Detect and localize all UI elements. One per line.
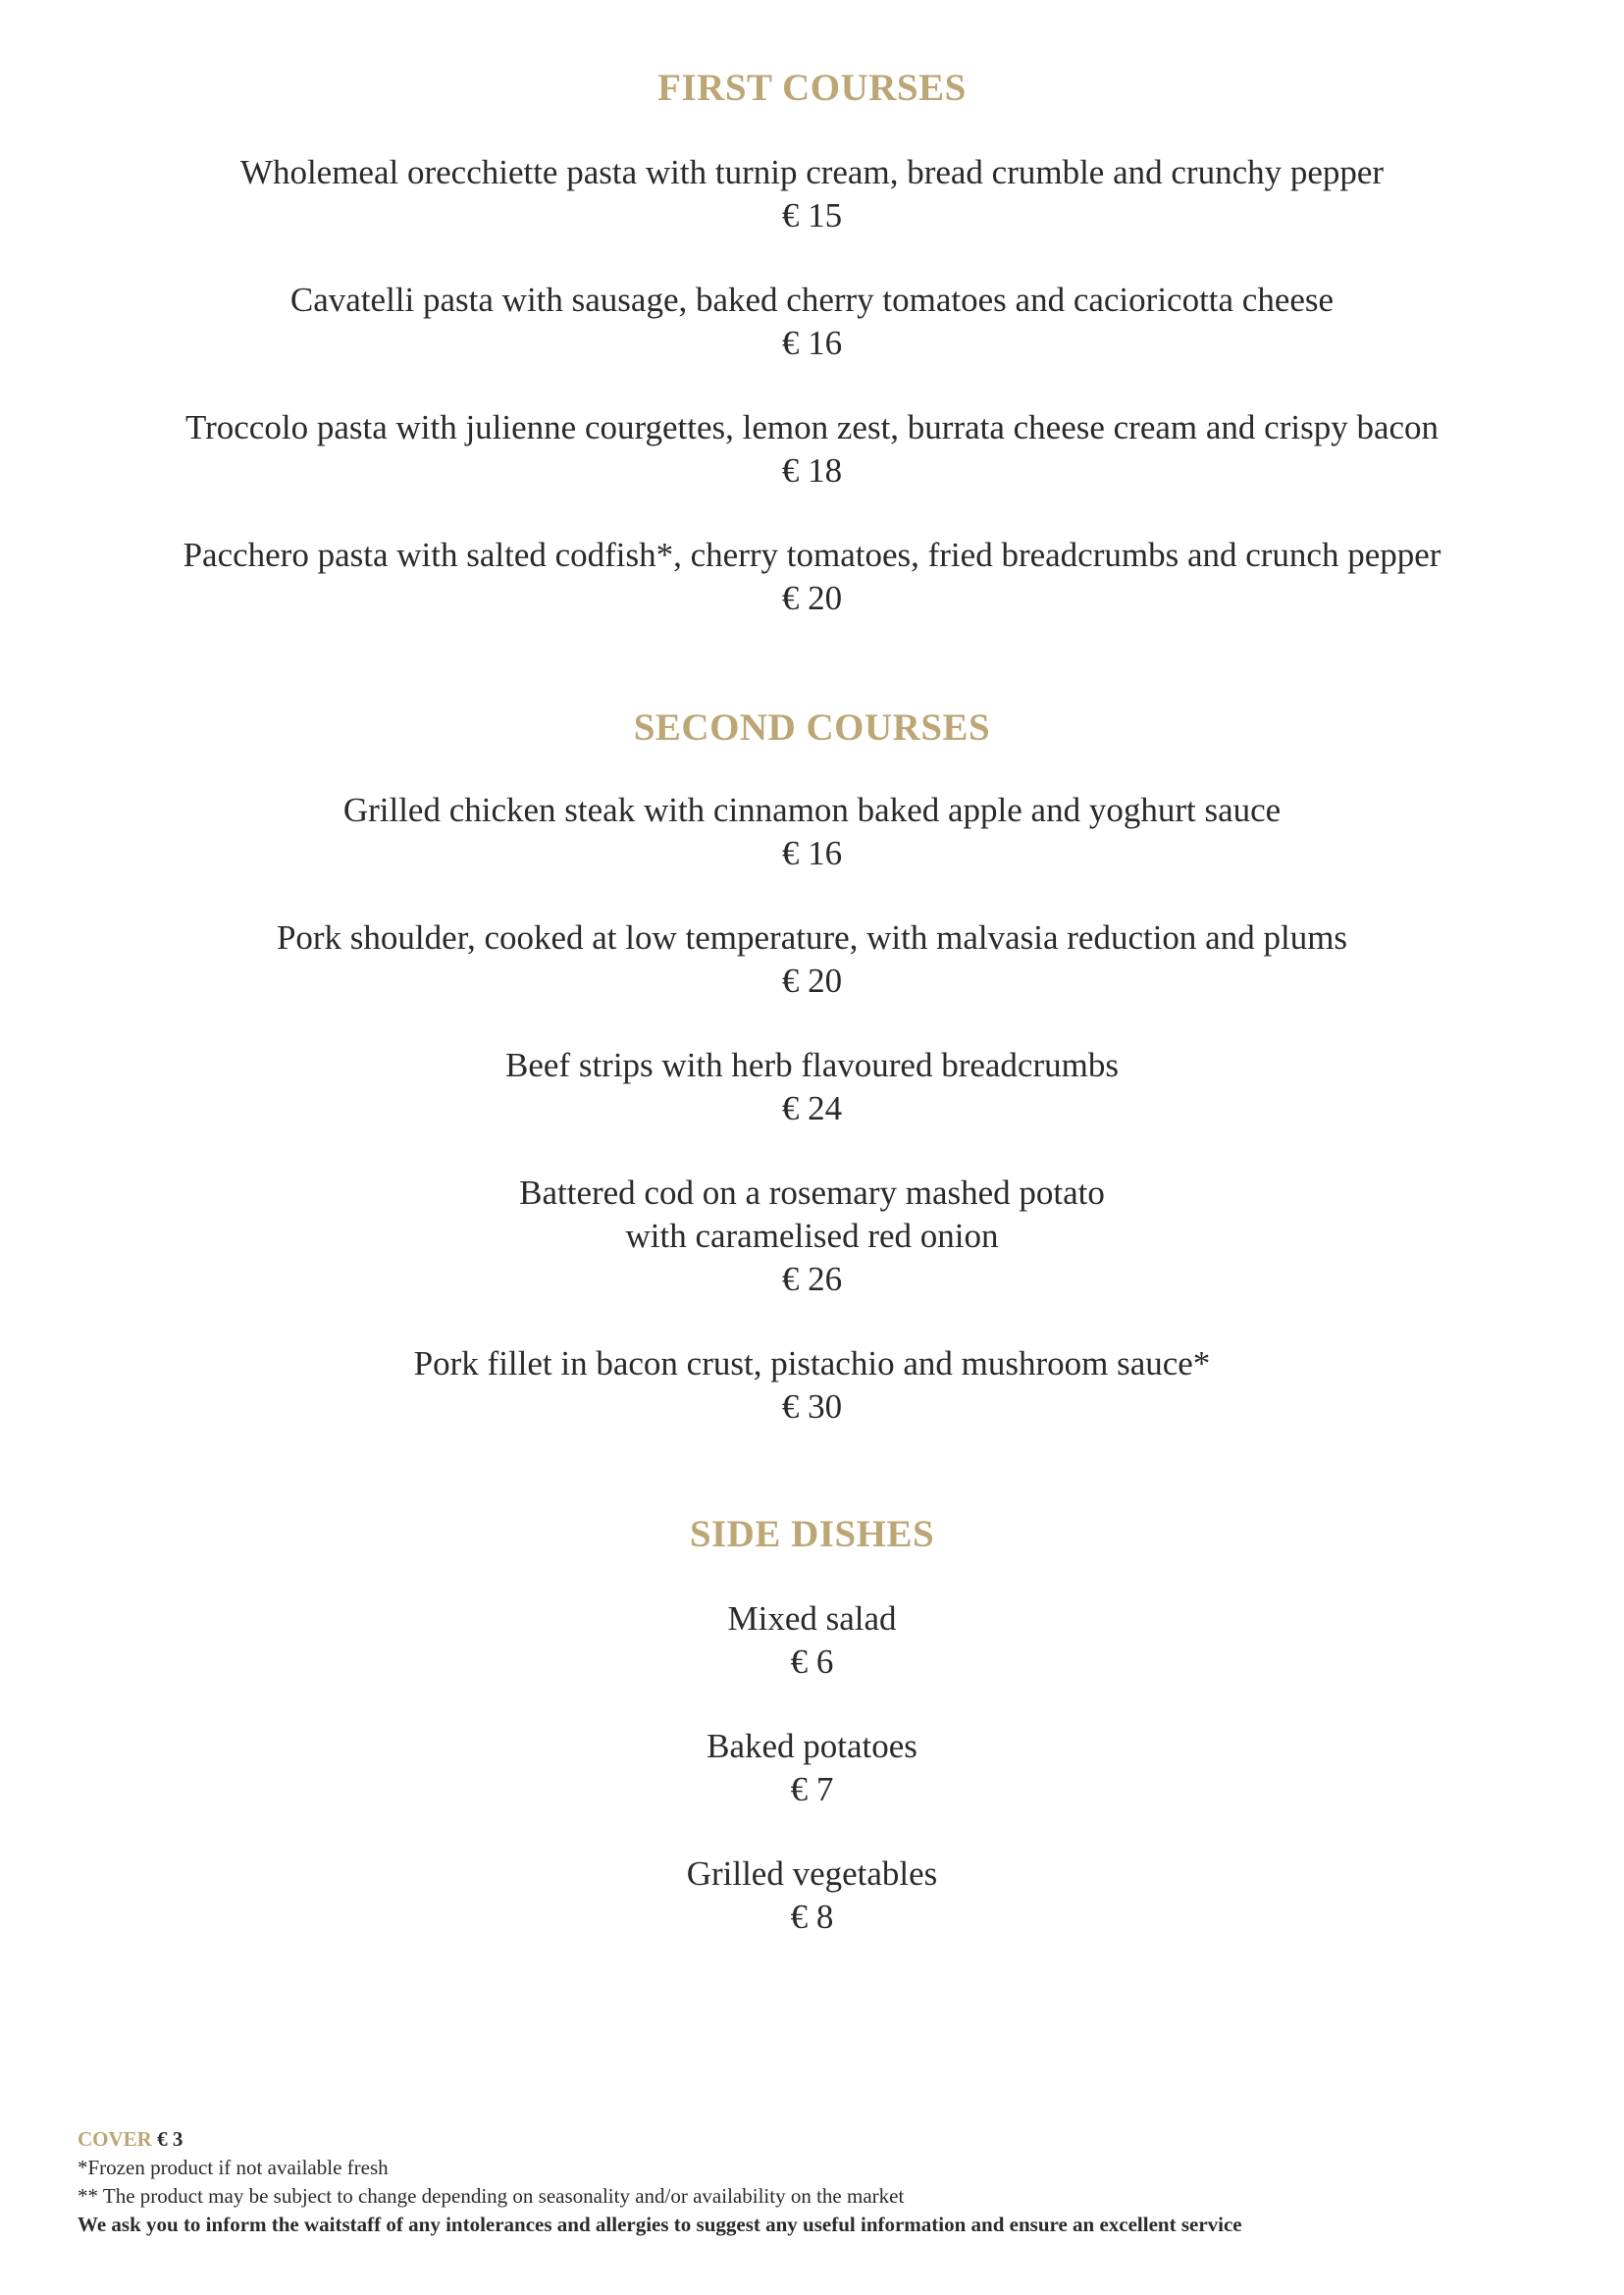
first-courses-list (0, 151, 1624, 620)
item-name: Pork shoulder, cooked at low temperature, with malvasia reduction and plums (276, 918, 1348, 957)
menu-item (0, 1044, 1624, 1130)
menu-item (0, 1342, 1624, 1429)
item-price: € 7 (790, 1770, 834, 1808)
item-name: Battered cod on a rosemary mashed potato (519, 1174, 1105, 1212)
item-name: Beef strips with herb flavoured breadcrumbs (505, 1046, 1119, 1084)
item-price: € 24 (781, 1089, 843, 1127)
item-name: Cavatelli pasta with sausage, baked cherry tomatoes and cacioricotta cheese (289, 281, 1335, 319)
item-name: Wholemeal orecchiette pasta with turnip cream, bread crumble and crunchy pepper (239, 153, 1385, 191)
item-name: Troccolo pasta with julienne courgettes, lemon zest, burrata cheese cream and crispy bacon (184, 408, 1440, 446)
menu-item (0, 1725, 1624, 1811)
item-price: € 15 (781, 196, 843, 235)
side-dishes-list (0, 1597, 1624, 1939)
item-name: Pork fillet in bacon crust, pistachio and mushroom sauce* (413, 1344, 1211, 1382)
menu-item (0, 1172, 1624, 1301)
menu-item (0, 151, 1624, 237)
second-courses-list (0, 789, 1624, 1429)
menu-item (0, 789, 1624, 875)
item-price: € 20 (781, 579, 843, 617)
item-name: Baked potatoes (707, 1727, 917, 1765)
second-courses-title: SECOND COURSES (633, 706, 991, 749)
item-name-line2: with caramelised red onion (625, 1217, 999, 1255)
menu-item (0, 916, 1624, 1003)
side-dishes-title: SIDE DISHES (689, 1513, 935, 1555)
item-price: € 30 (781, 1387, 843, 1426)
item-name: Grilled chicken steak with cinnamon baked apple and yoghurt sauce (342, 791, 1282, 829)
menu-item (0, 1597, 1624, 1684)
note-allergies: We ask you to inform the waitstaff of any intolerances and allergies to suggest any useful information and ensure an excellent service (78, 2213, 1242, 2236)
item-price: € 6 (790, 1643, 834, 1681)
note-seasonality: ** The product may be subject to change depending on seasonality and/or availability on the market (78, 2184, 905, 2208)
item-price: € 18 (781, 451, 843, 490)
item-name: Mixed salad (727, 1599, 897, 1638)
item-price: € 16 (781, 324, 843, 362)
menu-item (0, 534, 1624, 620)
cover-price: € 3 (157, 2127, 183, 2151)
first-courses-section (0, 65, 1624, 620)
item-price: € 26 (781, 1260, 843, 1298)
menu-item (0, 406, 1624, 493)
item-name: Pacchero pasta with salted codfish*, cherry tomatoes, fried breadcrumbs and crunch pepper (183, 536, 1441, 574)
cover-label: COVER (78, 2127, 152, 2151)
menu-footer (78, 2125, 1549, 2239)
first-courses-title: FIRST COURSES (657, 67, 967, 109)
item-price: € 20 (781, 962, 843, 1000)
item-price: € 16 (781, 834, 843, 872)
menu-item (0, 1852, 1624, 1939)
second-courses-section (0, 704, 1624, 1429)
item-name: Grilled vegetables (686, 1854, 938, 1893)
side-dishes-section (0, 1511, 1624, 1939)
item-price: € 8 (790, 1898, 834, 1936)
cover-charge (78, 2125, 1549, 2154)
note-frozen: *Frozen product if not available fresh (78, 2156, 389, 2179)
menu-item (0, 279, 1624, 365)
